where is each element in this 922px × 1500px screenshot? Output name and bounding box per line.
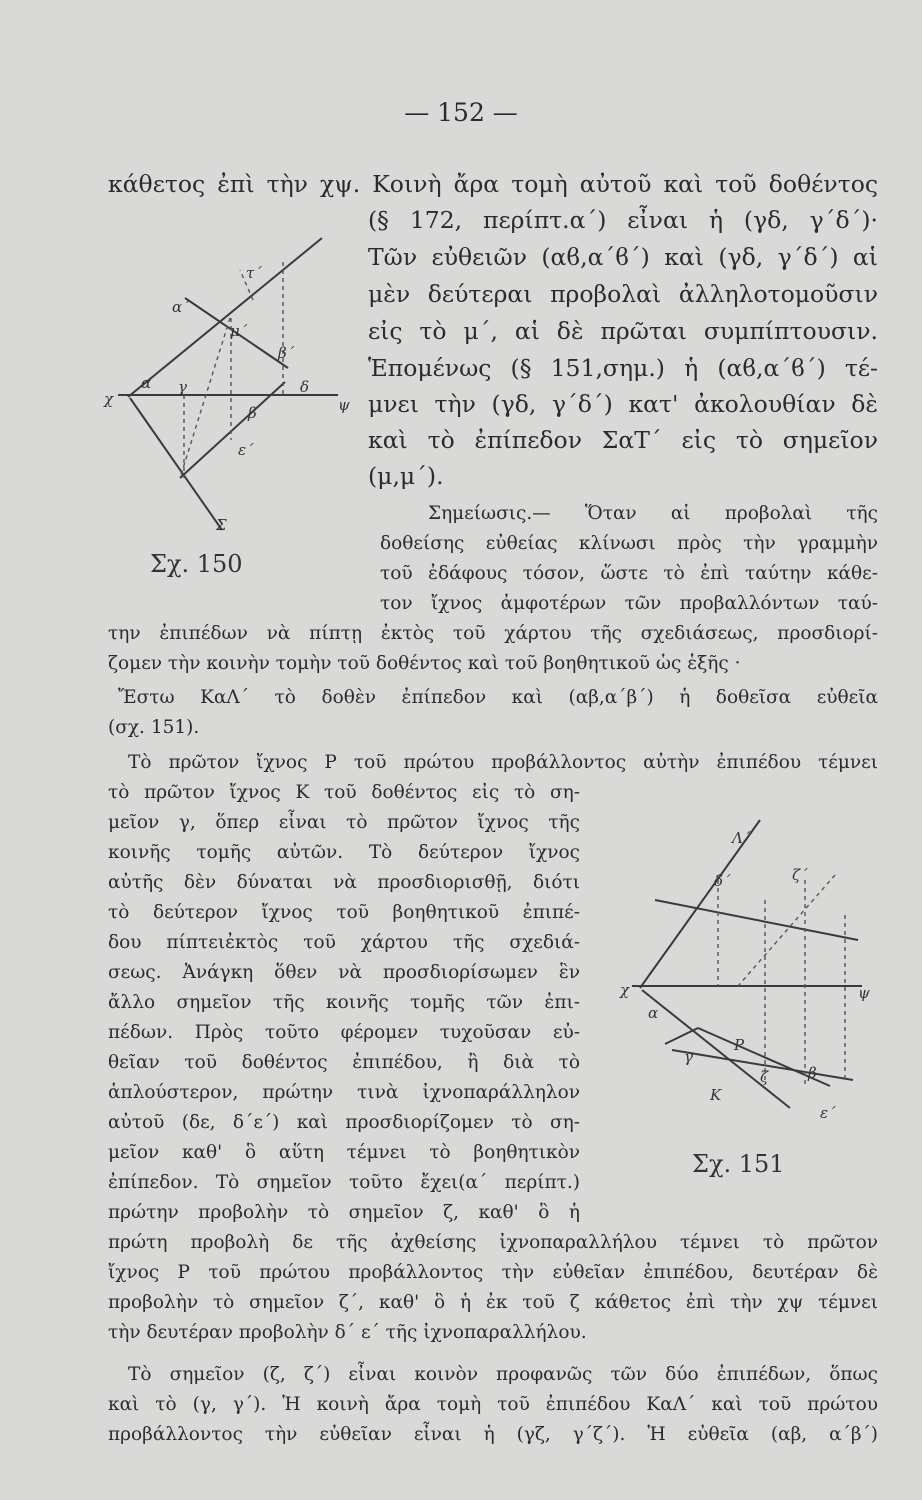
fig151-label-zeta: ζ (760, 1068, 769, 1086)
text-line-top-7: καὶ τὸ ἐπίπεδον ΣαΤ΄ εἰς τὸ σημεῖον (368, 426, 878, 454)
para-left-11: αὐτοῦ (δε, δ΄ε΄) καὶ προσδιορίζομεν τὸ ση- (108, 1112, 580, 1133)
fig151-label-lambda: Λ΄ (732, 829, 751, 847)
text-line-top-5: Ἑπομένως (§ 151,σημ.) ἡ (αϐ,α΄ϐ΄) τέ- (368, 354, 878, 382)
text-line-top-8: (μ,μ΄). (368, 462, 444, 490)
fig151-label-gamma: γ (684, 1048, 693, 1066)
para-left-6: σεως. Ἀνάγκη ὅθεν νὰ προσδιορίσωμεν ἓν (108, 962, 580, 983)
para-left-12: μεῖον καθ' ὃ αὕτη τέμνει τὸ βοηθητικὸν (108, 1142, 580, 1163)
remark-line-1: δοθείσης εὐθείας κλίνωσι πρὸς τὴν γραμμὴν (380, 533, 878, 554)
para-bottom-4: τὴν δευτέραν προβολὴν δ΄ ε΄ τῆς ἰχνοπαραλλήλου. (108, 1322, 587, 1343)
para-left-8: πέδων. Πρὸς τοῦτο φέρομεν τυχοῦσαν εὐ- (108, 1022, 580, 1043)
fig151-label-delta-prime: δ΄ (714, 872, 731, 890)
fig150-label-delta: δ (300, 378, 310, 396)
fig150-label-tau: τ΄ (246, 264, 262, 282)
fig150-label-alpha: α (141, 374, 152, 392)
para-bottom-1: πρώτη προβολὴ δε τῆς ἀχθείσης ἰχνοπαραλλήλου τέμνει τὸ πρῶτον (108, 1232, 878, 1253)
fig150-label-x: χ (104, 390, 114, 408)
fig151-label-x: χ (620, 981, 630, 999)
text-line-top-4: εἰς τὸ μ΄, αἱ δὲ πρῶται συμπίπτουσιν. (368, 317, 878, 345)
fig150-caption: Σχ. 150 (150, 550, 243, 578)
fig151-line-ab (655, 900, 858, 940)
text-line-top-1: (§ 172, περίπτ.α΄) εἶναι ἡ (γδ, γ΄δ΄)· (368, 206, 878, 234)
fig151-label-alpha: α (648, 1004, 659, 1022)
fig150-label-sigma: Σ (216, 516, 227, 534)
fig151-label-zeta-prime: ζ΄ (792, 866, 808, 884)
para-left-10: ἁπλούστερον, πρώτην τινὰ ἰχνοπαράλληλον (108, 1082, 580, 1103)
fig150-label-beta-prime: β΄ (278, 344, 295, 362)
para-left-1: μεῖον γ, ὅπερ εἶναι τὸ πρῶτον ἴχνος τῆς (108, 812, 580, 833)
para-left-13: ἐπίπεδον. Τὸ σημεῖον τοῦτο ἔχει(α΄ περίπτ.) (108, 1172, 580, 1193)
remark-line-2: τοῦ ἐδάφους τόσον, ὥστε τὸ ἐπὶ ταύτην κάθε- (380, 563, 878, 584)
remark-line-0: Σημείωσις.— Ὅταν αἱ προβολαὶ τῆς (428, 503, 878, 524)
remark-line-4: την ἐπιπέδων νὰ πίπτῃ ἐκτὸς τοῦ χάρτου τῆς σχεδιάσεως, προσδιορί- (108, 623, 878, 644)
para-bottom-2: ἴχνος Ρ τοῦ πρώτου προβάλλοντος τὴν εὐθεῖαν ἐπιπέδου, δευτέραν δὲ (108, 1262, 878, 1283)
final-line-2: προβάλλοντος τὴν εὐθεῖαν εἶναι ἡ (γζ, γ΄ζ΄). Ἡ εὐθεῖα (αβ, α΄β΄) (108, 1424, 878, 1445)
text-line-top-2: Τῶν εὐθειῶν (αϐ,α΄ϐ΄) καὶ (γδ, γ΄δ΄) αἱ (368, 243, 878, 271)
fig151-line-trace (665, 1028, 698, 1044)
fig151-label-beta: β (808, 1064, 817, 1082)
esto-line-0: Ἔστω ΚαΛ΄ τὸ δοθὲν ἐπίπεδον καὶ (αβ,α΄β΄) ἡ δοθεῖσα εὐθεῖα (118, 687, 878, 708)
para-left-2: κοινῆς τομῆς αὐτῶν. Τὸ δεύτερον ἴχνος (108, 842, 580, 863)
para-left-9: θεῖαν τοῦ δοθέντος ἐπιπέδου, ἢ διὰ τὸ (108, 1052, 580, 1073)
fig151-label-rho: Ρ (734, 1036, 745, 1054)
fig150-label-beta: β (248, 404, 257, 422)
fig151-caption: Σχ. 151 (692, 1150, 785, 1178)
text-line-top-6: μνει τὴν (γδ, γ΄δ΄) κατ' ἀκολουθίαν δὲ (368, 390, 878, 418)
para-left-0: τὸ πρῶτον ἴχνος Κ τοῦ δοθέντος εἰς τὸ ση- (108, 782, 580, 803)
final-line-1: καὶ τὸ (γ, γ΄). Ἡ κοινὴ ἄρα τομὴ τοῦ ἐπιπέδου ΚαΛ΄ καὶ τοῦ πρώτου (108, 1394, 878, 1415)
text-line-top-3: μὲν δεύτεραι προβολαὶ ἀλληλοτομοῦσιν (368, 280, 878, 308)
fig151-label-y: ψ (858, 984, 870, 1002)
para-left-4: τὸ δεύτερον ἴχνος τοῦ βοηθητικοῦ ἐπιπέ- (108, 902, 580, 923)
para-bottom-0: πρώτην προβολὴν τὸ σημεῖον ζ, καθ' ὃ ἡ (108, 1202, 580, 1223)
final-line-0: Τὸ σημεῖον (ζ, ζ΄) εἶναι κοινὸν προφανῶς τῶν δύο ἐπιπέδων, ὅπως (128, 1364, 878, 1385)
remark-line-3: τον ἴχνος ἀμφοτέρων τῶν προβαλλόντων ταύ- (380, 593, 878, 614)
remark-line-5: ζομεν τὴν κοινὴν τομὴν τοῦ δοθέντος καὶ τοῦ βοηθητικοῦ ὡς ἑξῆς · (108, 653, 741, 674)
page-number: — 152 — (404, 98, 518, 127)
fig151-label-kappa: Κ (710, 1086, 722, 1104)
fig150-label-mu: μ΄ (230, 322, 248, 340)
para-first-line: Τὸ πρῶτον ἴχνος Ρ τοῦ πρώτου προβάλλοντος αὐτὴν ἐπιπέδου τέμνει (128, 752, 878, 773)
fig150-label-gamma: γ (178, 378, 187, 396)
fig150-label-epsilon: ε΄ (238, 441, 254, 459)
para-left-5: δου πίπτειἐκτὸς τοῦ χάρτου τῆς σχεδιά- (108, 932, 580, 953)
fig150-label-alpha-prime: α΄ (172, 298, 190, 316)
para-left-7: ἄλλο σημεῖον τῆς κοινῆς τομῆς τῶν ἐπι- (108, 992, 580, 1013)
para-bottom-3: προβολὴν τὸ σημεῖον ζ΄, καθ' ὃ ἡ ἐκ τοῦ ζ κάθετος ἐπὶ τὴν χψ τέμνει (108, 1292, 878, 1313)
fig151-dashed-4 (738, 875, 835, 986)
text-line-top-0: κάθετος ἐπὶ τὴν χψ. Κοινὴ ἄρα τομὴ αὐτοῦ καὶ τοῦ δοθέντος (108, 170, 878, 198)
fig151-label-epsilon: ε΄ (820, 1104, 836, 1122)
fig150-label-y: ψ (338, 396, 350, 414)
esto-line-1: (σχ. 151). (108, 717, 200, 738)
para-left-3: αὐτῆς δὲν δύναται νὰ προσδιορισθῇ, διότι (108, 872, 580, 893)
